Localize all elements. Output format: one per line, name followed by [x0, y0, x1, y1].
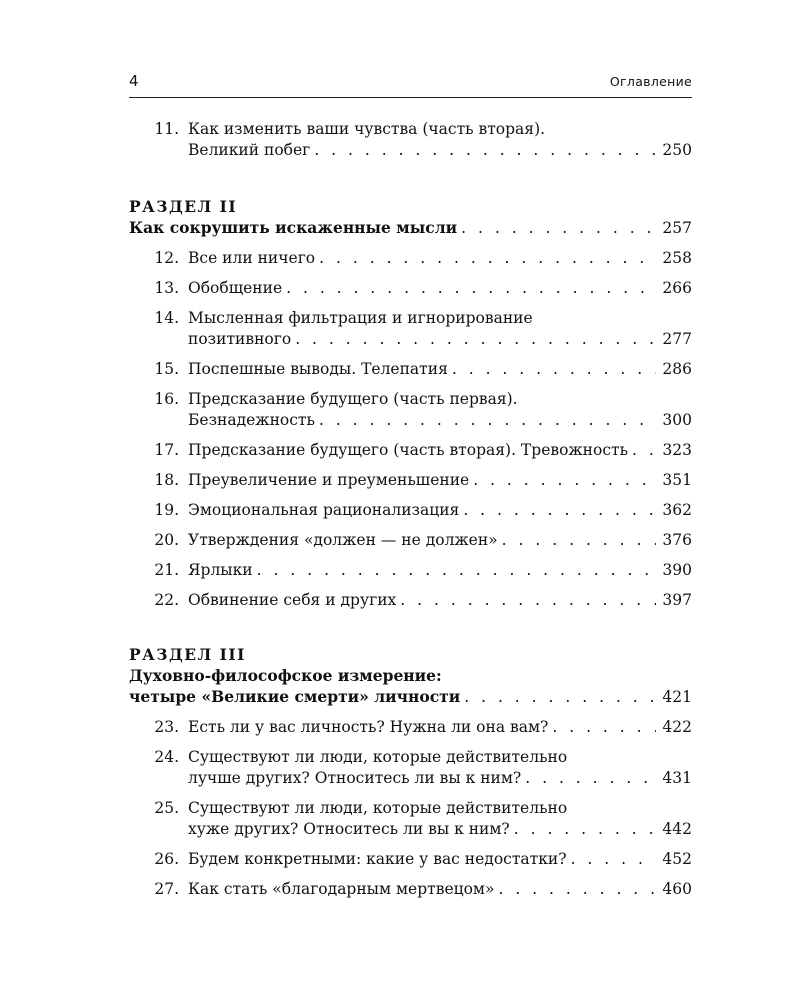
toc-entry[interactable] [129, 530, 692, 551]
chapter-title-line: лучше других? Относитесь ли вы к ним? [188, 769, 522, 787]
header-rule [129, 97, 692, 98]
page-ref: 460 [662, 880, 692, 898]
toc-entry[interactable] [129, 470, 692, 491]
page-ref: 442 [662, 820, 692, 838]
chapter-title-line: позитивного [188, 330, 292, 348]
page-ref: 390 [662, 561, 692, 579]
toc-entry[interactable] [129, 849, 692, 870]
dot-leader [514, 819, 657, 840]
toc-entry[interactable] [129, 278, 692, 299]
chapter-title-line: Будем конкретными: какие у вас недостатки? [188, 850, 567, 868]
chapter-number: 18. [154, 471, 179, 489]
page-ref: 277 [662, 330, 692, 348]
section-title-line: четыре «Великие смерти» личности [129, 687, 461, 706]
chapter-title-line: Обвинение себя и других [188, 591, 397, 609]
dot-leader [319, 248, 656, 269]
toc-entry[interactable] [129, 747, 692, 789]
dot-leader [452, 359, 657, 380]
chapter-number: 19. [154, 501, 179, 519]
chapter-title-line: Предсказание будущего (часть вторая). Тревожность [188, 441, 629, 459]
dot-leader [400, 590, 656, 611]
chapter-number: 16. [154, 390, 179, 408]
section-title-entry[interactable] [129, 665, 692, 708]
chapter-title-line: Безнадежность [188, 411, 315, 429]
page-ref: 258 [662, 249, 692, 267]
chapter-title-line: Как изменить ваши чувства (часть вторая). [188, 120, 546, 138]
running-head: Оглавление [609, 74, 692, 89]
page-ref: 300 [662, 411, 692, 429]
chapter-title-line: Эмоциональная рационализация [188, 501, 460, 519]
toc-entry[interactable] [129, 440, 692, 461]
chapter-number: 11. [154, 120, 179, 138]
page-ref: 431 [662, 769, 692, 787]
chapter-number: 13. [154, 279, 179, 297]
page-ref: 362 [662, 501, 692, 519]
chapter-title-line: хуже других? Относитесь ли вы к ним? [188, 820, 510, 838]
chapter-title-line: Великий побег [188, 141, 311, 159]
toc-continued-block [129, 119, 692, 161]
chapter-title-line: Мысленная фильтрация и игнорирование [188, 309, 533, 327]
section-title-entry[interactable] [129, 217, 692, 239]
section-title: Как сокрушить искаженные мысли [129, 218, 458, 237]
toc-entry[interactable] [129, 879, 692, 900]
chapter-number: 20. [154, 531, 179, 549]
page-ref: 266 [662, 279, 692, 297]
section-2 [129, 196, 692, 620]
section-title-line: Духовно-философское измерение: [129, 666, 442, 685]
page-ref: 323 [662, 441, 692, 459]
section-label: РАЗДЕЛ II [129, 197, 238, 216]
page-ref: 397 [662, 591, 692, 609]
dot-leader [461, 218, 656, 239]
chapter-number: 12. [154, 249, 179, 267]
chapter-number: 22. [154, 591, 179, 609]
dot-leader [632, 440, 656, 461]
chapter-title-line: Есть ли у вас личность? Нужна ли она вам? [188, 718, 549, 736]
dot-leader [473, 470, 656, 491]
chapter-title-line: Существуют ли люди, которые действительно [188, 748, 568, 766]
page-number: 4 [129, 72, 139, 90]
dot-leader [286, 278, 656, 299]
section-label: РАЗДЕЛ III [129, 645, 246, 664]
toc-entry[interactable] [129, 590, 692, 611]
toc-entry[interactable] [129, 798, 692, 840]
chapter-number: 25. [154, 799, 179, 817]
chapter-number: 26. [154, 850, 179, 868]
chapter-number: 14. [154, 309, 179, 327]
dot-leader [295, 329, 656, 350]
chapter-number: 21. [154, 561, 179, 579]
page-ref: 452 [662, 850, 692, 868]
toc-entry[interactable] [129, 119, 692, 161]
dot-leader [319, 410, 656, 431]
dot-leader [498, 879, 656, 900]
page-ref: 422 [662, 718, 692, 736]
toc-entry[interactable] [129, 248, 692, 269]
page-ref: 257 [662, 219, 692, 237]
chapter-title-line: Ярлыки [188, 561, 253, 579]
chapter-title-line: Предсказание будущего (часть первая). [188, 390, 518, 408]
section-3 [129, 644, 692, 909]
toc-entry[interactable] [129, 717, 692, 738]
dot-leader [314, 140, 656, 161]
page-ref: 250 [662, 141, 692, 159]
page-ref: 421 [662, 688, 692, 706]
chapter-title-line: Существуют ли люди, которые действительно [188, 799, 568, 817]
dot-leader [257, 560, 657, 581]
chapter-number: 24. [154, 748, 179, 766]
dot-leader [464, 687, 656, 708]
dot-leader [525, 768, 656, 789]
toc-entry[interactable] [129, 389, 692, 431]
chapter-title-line: Преувеличение и преуменьшение [188, 471, 470, 489]
page-ref: 286 [662, 360, 692, 378]
chapter-title-line: Поспешные выводы. Телепатия [188, 360, 448, 378]
chapter-title-line: Как стать «благодарным мертвецом» [188, 880, 495, 898]
chapter-title-line: Утверждения «должен — не должен» [188, 531, 498, 549]
chapter-number: 17. [154, 441, 179, 459]
page-ref: 351 [662, 471, 692, 489]
dot-leader [571, 849, 657, 870]
dot-leader [502, 530, 657, 551]
dot-leader [552, 717, 656, 738]
toc-entry[interactable] [129, 500, 692, 521]
chapter-number: 27. [154, 880, 179, 898]
toc-entry[interactable] [129, 560, 692, 581]
section-3-list [129, 717, 692, 900]
chapter-title-line: Все или ничего [188, 249, 316, 267]
chapter-number: 15. [154, 360, 179, 378]
chapter-title-line: Обобщение [188, 279, 283, 297]
page-ref: 376 [662, 531, 692, 549]
toc-entry[interactable] [129, 359, 692, 380]
section-2-list [129, 248, 692, 611]
toc-entry[interactable] [129, 308, 692, 350]
dot-leader [463, 500, 656, 521]
chapter-number: 23. [154, 718, 179, 736]
